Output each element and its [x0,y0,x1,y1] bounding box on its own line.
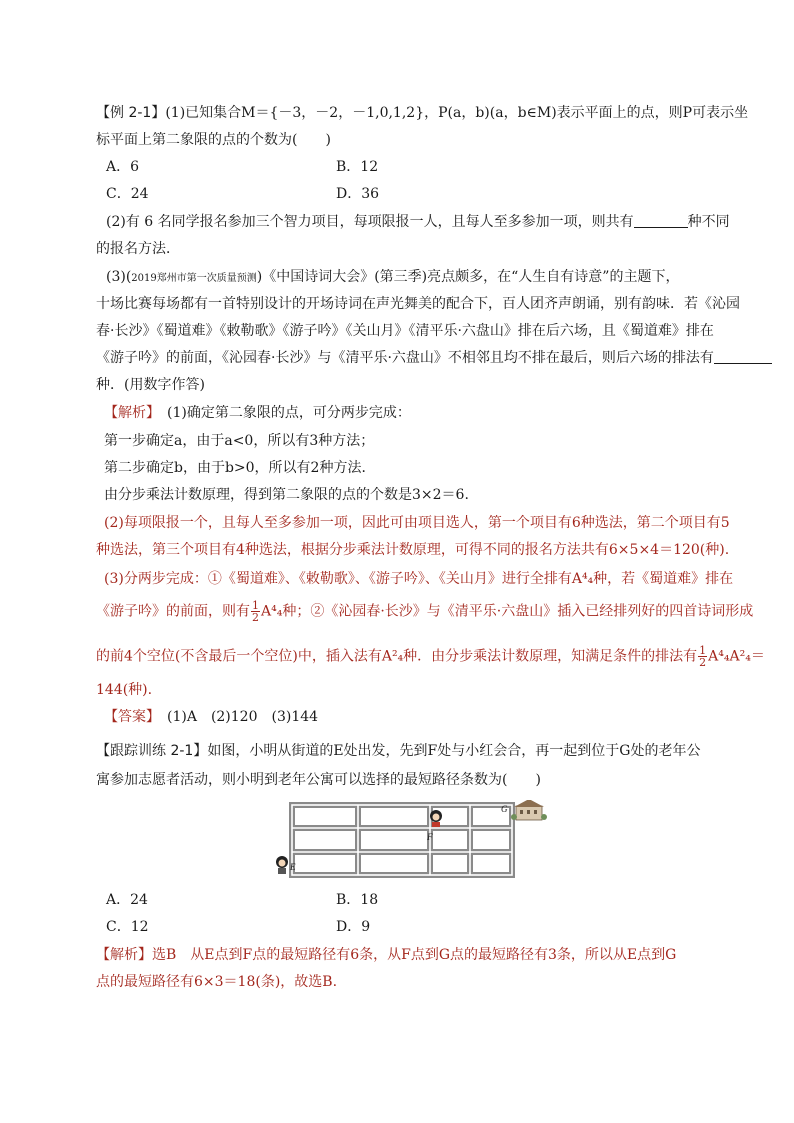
answer-blank [714,349,772,364]
analysis-line-1 [104,403,411,423]
solution-line-1 [96,945,676,965]
practice-option-d: D．9 [336,919,371,935]
grid-outer-frame-inner [292,805,512,875]
analysis-p1-line-1: (1)确定第二象限的点，可分两步完成： [167,405,411,421]
solution-tag: 【解析】 [96,947,152,963]
answer-line [104,707,318,727]
answer-tag: 【答案】 [104,709,153,725]
practice-line-2: 寓参加志愿者活动，则小明到老年公寓可以选择的最短路径条数为( ) [96,772,541,788]
analysis-p1-line-2: 第一步确定a，由于a<0，所以有3种方法； [104,433,375,449]
q3-line-2: 十场比赛每场都有一首特别设计的开场诗词在声光舞美的配合下，百人团齐声朗诵，别有韵味．若《沁园 [96,296,740,312]
q3-line-1 [106,267,679,289]
solution-line-2: 点的最短路径有6×3＝18(条)，故选B. [96,974,338,990]
apartment-building-icon [511,800,547,820]
analysis-p3-line-4: 144(种). [96,682,153,698]
q1-option-c: C．24 [106,186,149,202]
q3-line-5: 种．(用数字作答) [96,377,205,393]
q2-line-1-a: (2)有 6 名同学报名参加三个智力项目，每项限报一人，且每人至多参加一项，则共有 [106,214,634,230]
practice-tag: 【跟踪训练 2-1】 [96,743,208,759]
boy-icon [276,856,288,874]
q1-option-b: B．12 [336,159,379,175]
analysis-tag: 【解析】 [104,405,153,421]
analysis-p1-line-4: 由分步乘法计数原理，得到第二象限的点的个数是3×2＝6. [104,487,469,503]
q3-line-1-a: (3)( [106,269,132,285]
analysis-p3-line-3-b: A⁴₄A²₄＝ [708,648,765,665]
q1-option-a: A．6 [106,159,140,175]
analysis-p2-line-2: 种选法，第三个项目有4种选法，根据分步乘法计数原理，可得不同的报名方法共有6×5×4＝120(种). [96,542,730,558]
analysis-p3-line-3-a: 的前4个空位(不含最后一个空位)中，插入法有A²₄种．由分步乘法计数原理，知满足条件的排法有 [96,648,698,665]
q1-line-2: 标平面上第二象限的点的个数为( ) [96,132,331,148]
point-f-label: F [427,832,433,842]
practice-option-c: C．12 [106,919,149,935]
analysis-p3-line-3 [96,645,765,668]
q3-line-4 [96,348,772,368]
example-tag: 【例 2-1】 [96,105,166,121]
street-grid-figure [270,800,550,880]
q1-line-1: (1)已知集合M＝{－3，－2，－1,0,1,2}，P(a，b)(a，b∈M)表示平面上的点，则P可表示坐 [165,105,749,121]
q3-line-3: 春·长沙》《蜀道难》《敕勒歌》《游子吟》《关山月》《清平乐·六盘山》排在后六场，且《蜀道难》排在 [96,323,714,339]
answer-blank [634,213,688,228]
q3-source: 2019郑州市第一次质量预测 [131,273,257,284]
point-g-label: G [501,804,508,814]
analysis-p3-line-2-b: A⁴₄种；②《沁园春·长沙》与《清平乐·六盘山》插入已经排列好的四首诗词形成 [261,603,754,620]
practice-option-a: A．24 [106,892,148,908]
q2-line-2: 的报名方法． [96,241,180,257]
point-e-label: E [290,862,296,872]
analysis-p3-line-2-a: 《游子吟》的前面，则有 [96,603,250,620]
analysis-p1-line-3: 第二步确定b，由于b>0，所以有2种方法． [104,460,376,476]
q2-line-1-b: 种不同 [687,214,730,230]
practice-option-b: B．18 [336,892,379,908]
q2-line-1 [106,212,730,232]
grid-outer-frame [292,805,512,875]
analysis-p2-line-1: (2)每项限报一个，且每人至多参加一项，因此可由项目选人，第一个项目有6种选法，第二个项目有5 [104,515,730,531]
fraction-one-half: $\frac{1}{2}$ [699,644,707,669]
practice-line-1 [96,741,700,761]
example-line-1 [96,103,748,123]
analysis-p3-line-2 [96,600,753,623]
q3-line-4-text: 《游子吟》的前面，《沁园春·长沙》与《清平乐·六盘山》不相邻且均不排在最后，则后六场的排法有 [96,350,714,366]
solution-line-1-text: 选B 从E点到F点的最短路径有6条，从F点到G点的最短路径有3条，所以从E点到G [152,947,677,963]
practice-line-1-text: 如图，小明从街道的E处出发，先到F处与小红会合，再一起到位于G处的老年公 [207,743,701,759]
analysis-p3-line-1: (3)分两步完成：①《蜀道难》、《敕勒歌》、《游子吟》、《关山月》进行全排有A⁴₄种，若《蜀道难》排在 [104,571,734,587]
q3-line-1-b: )《中国诗词大会》(第三季)亮点颇多，在“人生自有诗意”的主题下， [256,269,680,285]
answer-text: (1)A (2)120 (3)144 [167,709,319,725]
q1-option-d: D．36 [336,186,380,202]
fraction-one-half: $\frac{1}{2}$ [252,599,259,624]
